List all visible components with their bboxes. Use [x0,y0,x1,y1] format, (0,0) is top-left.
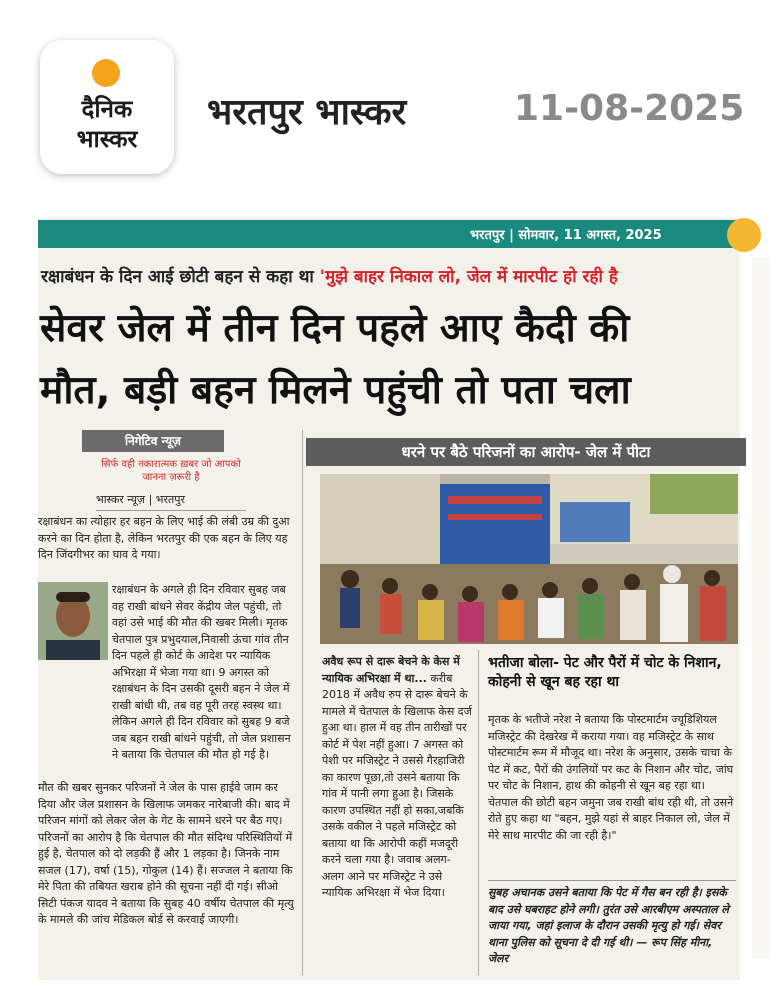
protest-photo [320,474,738,644]
victim-portrait [38,582,108,660]
jailer-attribution: — रूप सिंह मीना, जेलर [488,935,713,965]
col1-paragraph-1: रक्षाबंधन का त्योहार हर बहन के लिए भाई की लंबी उम्र की दुआ करने का दिन होता है, लेकिन भरतपुर की एक बहन के लिए यह दिन जिंदगीभर का घाव दे गया। [38,515,290,561]
kicker-quote: 'मुझे बाहर निकाल लो, जेल में मारपीट हो रही है [319,267,618,287]
divider-2 [488,880,736,881]
headline-line2: मौत, बड़ी बहन मिलने पहुंची तो पता चला [40,368,631,413]
badge-subtitle: सिर्फ वही नकारात्मक ख़बर जो आपको जानना ज़रूरी है [101,459,241,483]
headline-line1: सेवर जेल में तीन दिन पहले आए कैदी की [40,306,630,351]
jailer-quote [488,885,736,968]
column-divider-2 [478,650,479,975]
col1-paragraph-2: रक्षाबंधन के अगले ही दिन रविवार सुबह जब वह राखी बांधने सेवर केंद्रीय जेल पहुंची, तो वहां उसे भाई की मौत की खबर मिली। मृतक चेतपाल पुत्र प्रभुदयाल,निवासी ऊंचा गांव तीन दिन पहले ही कोर्ट के आदेश पर न्यायिक अभिरक्षा में भेजा गया था। 9 अगस्त को रक्षाबंधन के दिन उसकी दूसरी बहन ने जेल में राखी बांधी थी, तब वह पूरी तरह स्वस्थ था। लेकिन अगले ही दिन रविवार को सुबह 9 बजे जब बहन राखी बांधने पहुंची, तो जेल प्रशासन ने बताया कि चेतपाल की मौत हो गई है। [112,583,291,761]
adjacent-page-edge [752,258,770,958]
col1-paragraph-3: मौत की खबर सुनकर परिजनों ने जेल के पास हाईवे जाम कर दिया और जेल प्रशासन के खिलाफ जमकर नारेबाजी की। बाद में परिजन मांगों को लेकर जेल के गेट के सामने धरने पर बैठ गए। परिजनों का आरोप है कि चेतपाल की मौत संदिग्ध परिस्थितियों में हुई है, चेतपाल को दो लड़की हैं और 1 लड़का है। जिनके नाम सजल (17), वर्षा (15), गोकुल (14) हैं। सज्जल ने बताया कि मेरे पिता की तबियत खराब होने की सूचना नहीं दी गई। सीओ सिटी पंकज यादव ने बताया कि सुबह 40 वर्षीय चेतपाल की मृत्यु के मामले की जांच मेडिकल बोर्ड से करवाई जाएगी। [38,781,294,926]
col2-body [322,654,472,902]
kicker-text: रक्षाबंधन के दिन आई छोटी बहन से कहा था [41,267,314,287]
photo-caption: धरने पर बैठे परिजनों का आरोप- जेल में पीटा [306,438,746,466]
section-badge: निगेटिव न्यूज़ [82,430,224,452]
edition-date: 11-08-2025 [514,88,745,129]
logo-text-line2: भास्कर [76,125,138,153]
sun-icon [92,59,120,87]
dateline: भरतपुर | सोमवार, 11 अगस्त, 2025 [470,228,662,243]
dainik-bhaskar-logo [40,40,174,174]
edition-title: भरतपुर भास्कर [207,92,407,133]
col2-text: करीब 2018 में अवैध रुप से दारू बेचने के मामले में चेतपाल के खिलाफ केस दर्ज हुआ था। हाल में वह तीन तारीखों पर कोर्ट में पेश नहीं हुआ। 7 अगस्त को पेशी पर मजिस्ट्रेट ने उससे गैरहाजिरी का कारण पूछा,तो उसने बताया कि गांव में पानी लगा हुआ है। जिसके कारण उपस्थित नहीं हो सका,जबकि उसके वकील ने पहले मजिस्ट्रेट को बताया था कि आरोपी कहीं मजदूरी करने चला गया है। जवाब अलग-अलग आने पर मजिस्ट्रेट ने उसे न्यायिक अभिरक्षा में भेज दिया। [322,671,472,899]
byline: भास्कर न्यूज़ | भरतपुर [96,493,186,506]
divider [96,510,246,511]
logo-text-line1: दैनिक [81,95,133,123]
col2-lead: अवैध रूप से दारू बेचने के केस में न्यायिक अभिरक्षा में था... [322,655,460,685]
col3-body: मृतक के भतीजे नरेश ने बताया कि पोस्टमार्टम ज्यूडिशियल मजिस्ट्रेट की देखरेख में कराया गया। वह मजिस्ट्रेट के साथ पोस्टमार्टम रूम में मौजूद था। नरेश के अनुसार, उसके चाचा के पेट में कट, पैरों की उंगलियों पर कट के निशान और चोट, जांघ पर चोट के निशान, हाथ की कोहनी से खून बह रहा था। चेतपाल की छोटी बहन जमुना जब राखी बांध रही थी, तो उसने रोते हुए कहा था "बहन, मुझे यहां से बाहर निकाल लो, जेल में मेरे साथ मारपीट की जा रही है।" [488,713,734,842]
protest-photo-illustration [320,474,738,644]
col3-subheading: भतीजा बोला- पेट और पैरों में चोट के निशान, कोहनी से खून बह रहा था [488,655,722,690]
column-divider [302,430,303,975]
bhaskar-sun-icon [727,218,761,252]
jailer-quote-text: सुबह अचानक उसने बताया कि पेट में गैस बन रही है। इसके बाद उसे घबराहट होने लगी। तुरंत उसे आरबीएम अस्पताल ले जाया गया, जहां इलाज के दौरान उसकी मृत्यु हो गई। सेवर थाना पुलिस को सूचना दे दी गई थी। [488,886,729,949]
kicker [41,264,618,287]
portrait-illustration [38,582,108,660]
